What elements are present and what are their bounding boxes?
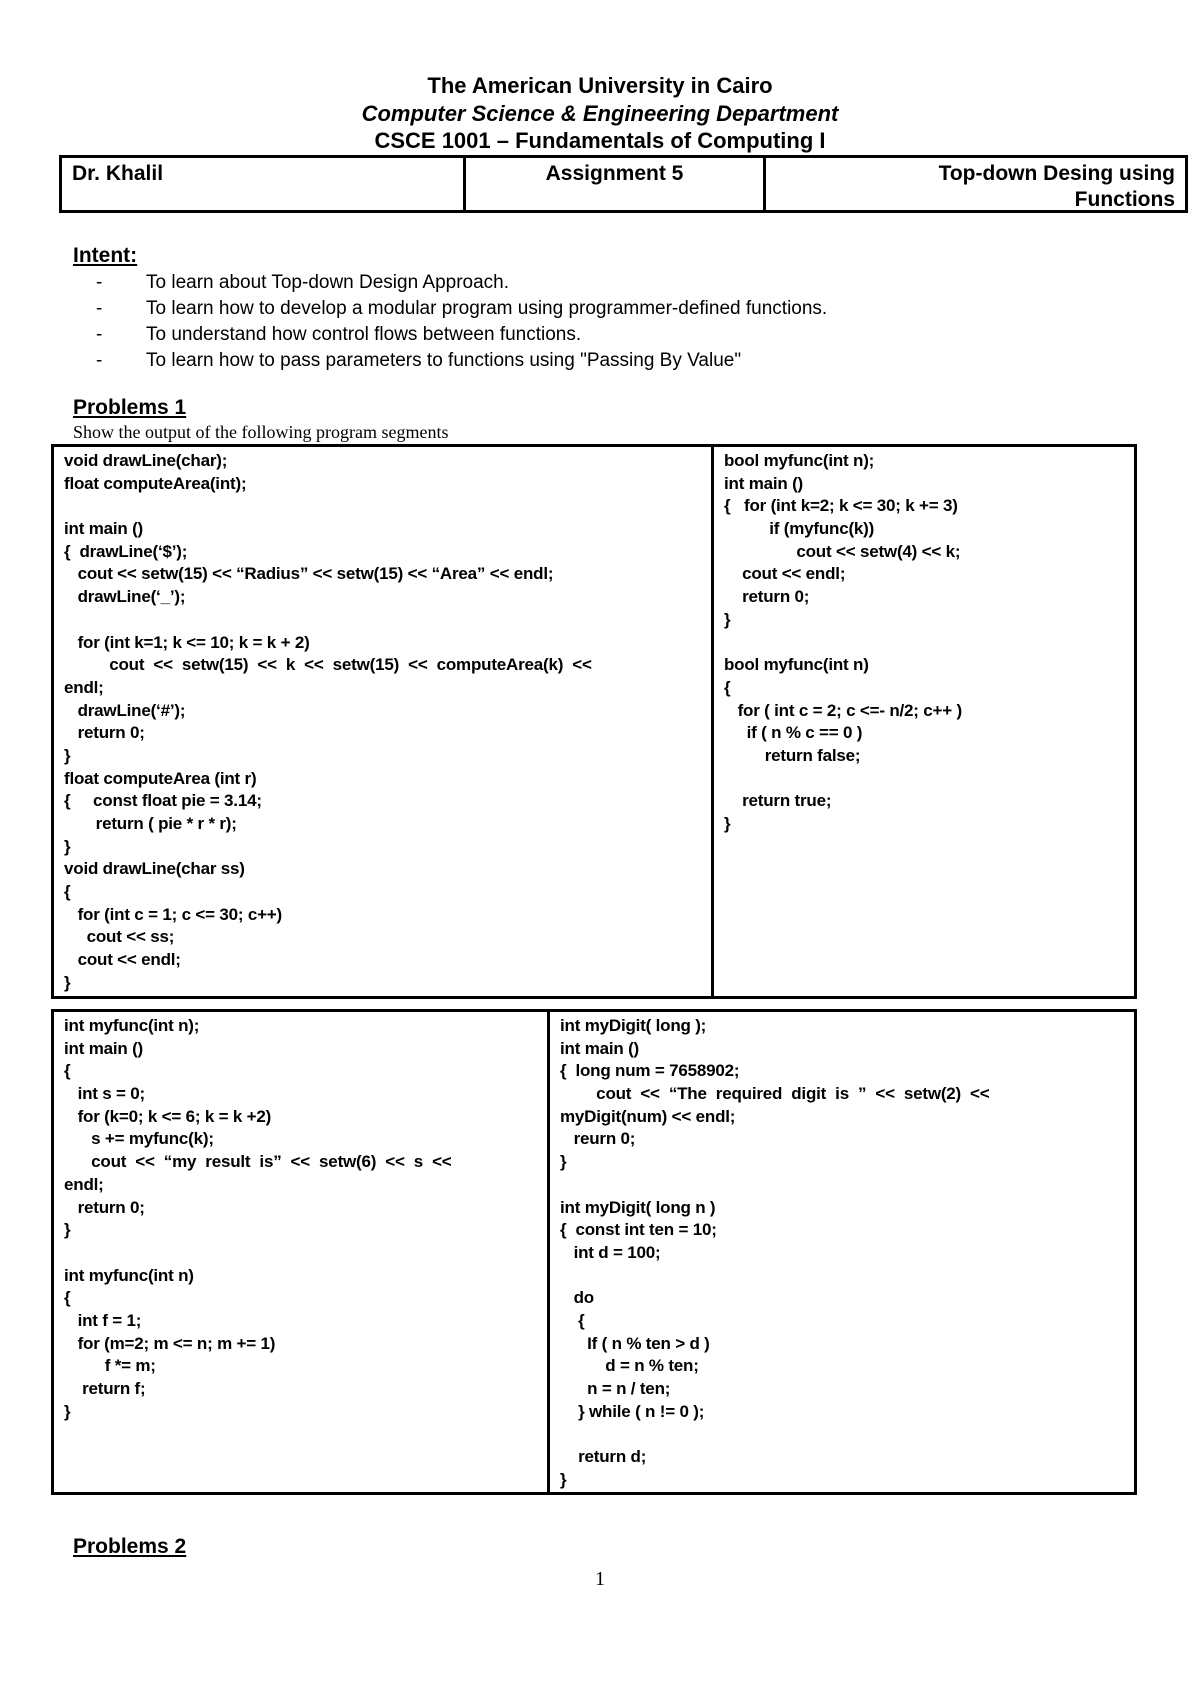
code-line: for ( int c = 2; c <=- n/2; c++ ) — [724, 700, 962, 720]
code-line: bool myfunc(int n) — [724, 655, 869, 675]
code-line: cout << endl; — [64, 950, 181, 970]
code-line: { const float pie = 3.14; — [64, 791, 262, 811]
problems-2-title: Problems 2 — [73, 1535, 187, 1558]
code-line: } — [64, 1401, 71, 1421]
instructor-cell — [62, 158, 466, 210]
code-line: do — [560, 1288, 594, 1308]
code-line: int main () — [64, 519, 144, 539]
code-line: { const int ten = 10; — [560, 1220, 717, 1240]
code-line: If ( n % ten > d ) — [560, 1333, 710, 1353]
code-line: n = n / ten; — [560, 1379, 671, 1398]
code-line: { — [64, 1061, 71, 1081]
code-line: cout << “my result is” << setw(6) << s << — [64, 1152, 452, 1172]
code-line: cout << setw(15) << “Radius” << setw(15) << “Area” << endl; — [64, 564, 554, 584]
code-line: { — [64, 1288, 71, 1308]
code-line: void drawLine(char ss) — [64, 859, 245, 879]
code-line: { long num = 7658902; — [560, 1061, 740, 1081]
code-line: return false; — [724, 745, 861, 765]
code-line: int f = 1; — [64, 1310, 142, 1330]
code-line: endl; — [64, 677, 104, 697]
code-line: endl; — [64, 1174, 104, 1194]
code-line: int main () — [64, 1038, 144, 1058]
code-line: } while ( n != 0 ); — [560, 1401, 705, 1421]
code-line: cout << setw(4) << k; — [724, 541, 961, 561]
code-line: cout << endl; — [724, 564, 846, 584]
code-line: drawLine(‘#’); — [64, 700, 186, 720]
code-segment-4 — [547, 1012, 1134, 1492]
code-line: } — [724, 814, 731, 833]
intent-item-text: To learn about Top-down Design Approach. — [146, 272, 510, 293]
code-line: cout << setw(15) << k << setw(15) << computeArea(k) << — [64, 655, 592, 675]
code-line: return d; — [560, 1447, 647, 1467]
intent-item: - To learn about Top-down Design Approach. — [96, 272, 510, 293]
code-line: bool myfunc(int n); — [724, 451, 875, 470]
code-line — [724, 632, 1124, 655]
code-line — [724, 768, 1124, 791]
department-name: Computer Science & Engineering Department — [361, 101, 839, 126]
code-line: int s = 0; — [64, 1084, 146, 1104]
topic-cell — [766, 158, 1185, 210]
code-line: int myDigit( long n ) — [560, 1197, 716, 1217]
code-line: return 0; — [724, 587, 810, 607]
code-line: } — [64, 1220, 71, 1240]
topic-line-2: Functions — [1074, 188, 1175, 211]
code-line: return ( pie * r * r); — [64, 814, 237, 833]
code-line: for (m=2; m <= n; m += 1) — [64, 1333, 276, 1353]
code-line: } — [560, 1469, 567, 1489]
code-line: return 0; — [64, 723, 145, 743]
code-line: if ( n % c == 0 ) — [724, 723, 863, 743]
instructor-name: Dr. Khalil — [72, 162, 164, 185]
code-line: float computeArea(int); — [64, 473, 247, 493]
code-line: int main () — [560, 1038, 640, 1058]
code-line: } — [64, 745, 71, 765]
problems-1-title: Problems 1 — [73, 396, 187, 419]
code-line — [64, 609, 701, 632]
code-line: { — [64, 882, 71, 902]
code-box-2 — [51, 1009, 1137, 1495]
code-line: float computeArea (int r) — [64, 768, 257, 788]
code-line: return 0; — [64, 1197, 145, 1217]
code-line: } — [560, 1152, 567, 1172]
code-line: cout << “The required digit is ” << setw(2) << — [560, 1084, 990, 1104]
university-name: The American University in Cairo — [427, 73, 773, 98]
intent-item: - To understand how control flows between functions. — [96, 324, 582, 345]
code-line: d = n % ten; — [560, 1356, 699, 1376]
code-line: int main () — [724, 473, 804, 493]
code-line: } — [64, 972, 71, 992]
code-line — [560, 1423, 1124, 1446]
code-line: int d = 100; — [560, 1242, 661, 1262]
code-line: int myfunc(int n) — [64, 1265, 194, 1285]
assignment-cell — [466, 158, 766, 210]
code-line: int myDigit( long ); — [560, 1016, 707, 1035]
intent-item-text: To learn how to develop a modular program using programmer-defined functions. — [146, 298, 828, 319]
code-line — [64, 495, 701, 518]
code-segment-3 — [54, 1012, 547, 1492]
code-line: drawLine(‘_’); — [64, 587, 186, 607]
assignment-label: Assignment 5 — [545, 162, 684, 185]
code-line: for (int c = 1; c <= 30; c++) — [64, 904, 282, 924]
code-line: f *= m; — [64, 1356, 156, 1376]
topic-line-1: Top-down Desing using — [938, 162, 1175, 185]
code-line: if (myfunc(k)) — [724, 519, 875, 539]
code-line: } — [724, 609, 731, 629]
code-line: reurn 0; — [560, 1129, 636, 1149]
code-segment-2 — [711, 447, 1134, 996]
code-box-1 — [51, 444, 1137, 999]
code-line — [560, 1265, 1124, 1288]
code-line: return f; — [64, 1379, 146, 1398]
intent-title: Intent: — [73, 244, 138, 267]
code-line — [64, 1242, 537, 1265]
code-line — [560, 1174, 1124, 1197]
code-line: int myfunc(int n); — [64, 1016, 200, 1035]
code-line: { — [724, 677, 731, 697]
course-title: CSCE 1001 – Fundamentals of Computing I — [374, 128, 826, 153]
intent-item-text: To understand how control flows between functions. — [146, 324, 582, 345]
info-table — [59, 155, 1188, 213]
code-line: for (k=0; k <= 6; k = k +2) — [64, 1106, 272, 1126]
code-line: void drawLine(char); — [64, 451, 228, 470]
code-line: { for (int k=2; k <= 30; k += 3) — [724, 496, 958, 516]
code-line: cout << ss; — [64, 927, 175, 947]
intent-item: - To learn how to develop a modular program using programmer-defined functions. — [96, 298, 828, 319]
code-segment-1 — [54, 447, 711, 996]
problems-1-instruction: Show the output of the following program segments — [73, 422, 449, 442]
code-line: return true; — [724, 791, 832, 811]
code-line: for (int k=1; k <= 10; k = k + 2) — [64, 632, 310, 652]
intent-item: - To learn how to pass parameters to functions using "Passing By Value" — [96, 350, 742, 371]
code-line: } — [64, 836, 71, 856]
code-line: myDigit(num) << endl; — [560, 1106, 736, 1126]
code-line: s += myfunc(k); — [64, 1129, 214, 1149]
code-line: { drawLine(‘$’); — [64, 541, 188, 561]
intent-item-text: To learn how to pass parameters to functions using "Passing By Value" — [146, 350, 742, 371]
page-number: 1 — [595, 1568, 605, 1590]
code-line: { — [560, 1310, 585, 1330]
intent-list — [96, 270, 827, 374]
